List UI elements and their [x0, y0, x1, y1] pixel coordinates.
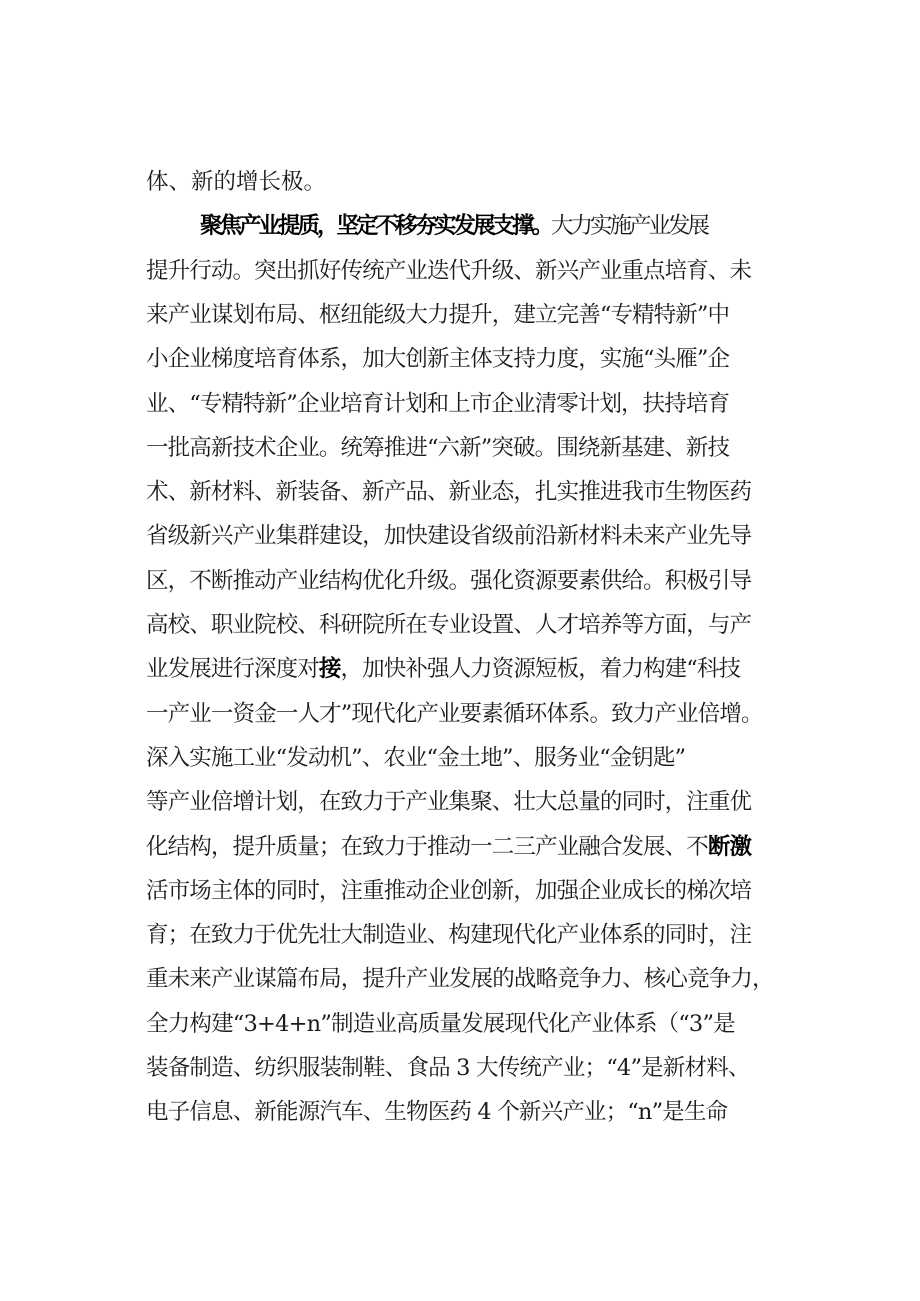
text-line — [146, 876, 826, 906]
bold-text-segment: 聚焦产业提质，坚定不移夯实发展支撑。 — [200, 213, 552, 240]
text-line — [146, 787, 826, 817]
text-segment: 提升行动。突出抓好传统产业迭代升级、新兴产业重点培育、未 — [146, 257, 752, 284]
text-line — [146, 300, 826, 330]
text-line — [146, 1009, 826, 1039]
text-segment: 育；在致力于优先壮大制造业、构建现代化产业体系的同时，注 — [146, 922, 752, 949]
text-line — [146, 433, 826, 463]
text-line — [146, 566, 826, 596]
text-line — [146, 654, 826, 684]
text-line — [146, 699, 826, 729]
text-segment: 小企业梯度培育体系，加大创新主体支持力度，实施“头雁”企 — [146, 346, 730, 373]
text-segment: 业发展进行深度对 — [146, 656, 319, 683]
text-segment: 区，不断推动产业结构优化升级。强化资源要素供给。积极引导 — [146, 567, 752, 594]
text-line — [146, 610, 826, 640]
text-line — [146, 1097, 826, 1127]
text-line — [146, 1053, 826, 1083]
text-line — [146, 167, 826, 197]
text-line — [146, 964, 826, 994]
text-line — [146, 256, 826, 286]
text-segment: 来产业谋划布局、枢纽能级大力提升，建立完善“专精特新”中 — [146, 301, 730, 328]
text-segment: 深入实施工业“发动机”、农业“金土地”、服务业“金钥匙” — [146, 744, 686, 771]
bold-text-segment: 接 — [318, 656, 341, 683]
text-line — [146, 521, 826, 551]
text-line — [146, 477, 826, 507]
text-line — [146, 743, 826, 773]
text-segment: 大力实施产业发展 — [551, 213, 708, 240]
text-segment: 等产业倍增计划，在致力于产业集聚、壮大总量的同时，注重优 — [146, 789, 752, 816]
text-segment: 省级新兴产业集群建设，加快建设省级前沿新材料未来产业先导 — [146, 523, 752, 550]
text-segment: 电子信息、新能源汽车、生物医药 4 个新兴产业；“n”是生命 — [146, 1099, 728, 1126]
text-segment: 装备制造、纺织服装制鞋、食品 3 大传统产业；“4”是新材料、 — [146, 1055, 750, 1081]
text-line — [146, 832, 826, 862]
text-line — [146, 389, 826, 419]
text-segment: 体、新的增长极。 — [146, 169, 327, 195]
text-segment: 全力构建“3+4+n”制造业高质量发展现代化产业体系（“3”是 — [146, 1010, 735, 1037]
text-line — [200, 211, 880, 241]
text-line — [146, 920, 826, 950]
text-line — [146, 344, 826, 374]
text-segment: 化结构，提升质量；在致力于推动一二三产业融合发展、不 — [146, 833, 708, 860]
bold-text-segment: 断激 — [707, 833, 752, 860]
text-segment: 高校、职业院校、科研院所在专业设置、人才培养等方面，与产 — [146, 612, 752, 638]
text-segment: 活市场主体的同时，注重推动企业创新，加强企业成长的梯次培 — [146, 877, 752, 904]
text-segment: 术、新材料、新装备、新产品、新业态，扎实推进我市生物医药 — [146, 479, 752, 506]
text-segment: 一批高新技术企业。统筹推进“六新”突破。围绕新基建、新技 — [146, 434, 730, 461]
text-segment: ，加快补强人力资源短板，着力构建“科技 — [340, 656, 741, 683]
text-segment: 重未来产业谋篇布局，提升产业发展的战略竞争力、核心竞争力， — [146, 966, 774, 993]
text-segment: 一产业一资金一人才”现代化产业要素循环体系。致力产业倍增。 — [146, 700, 763, 727]
text-segment: 业、“专精特新”企业培育计划和上市企业清零计划，扶持培育 — [146, 390, 730, 417]
